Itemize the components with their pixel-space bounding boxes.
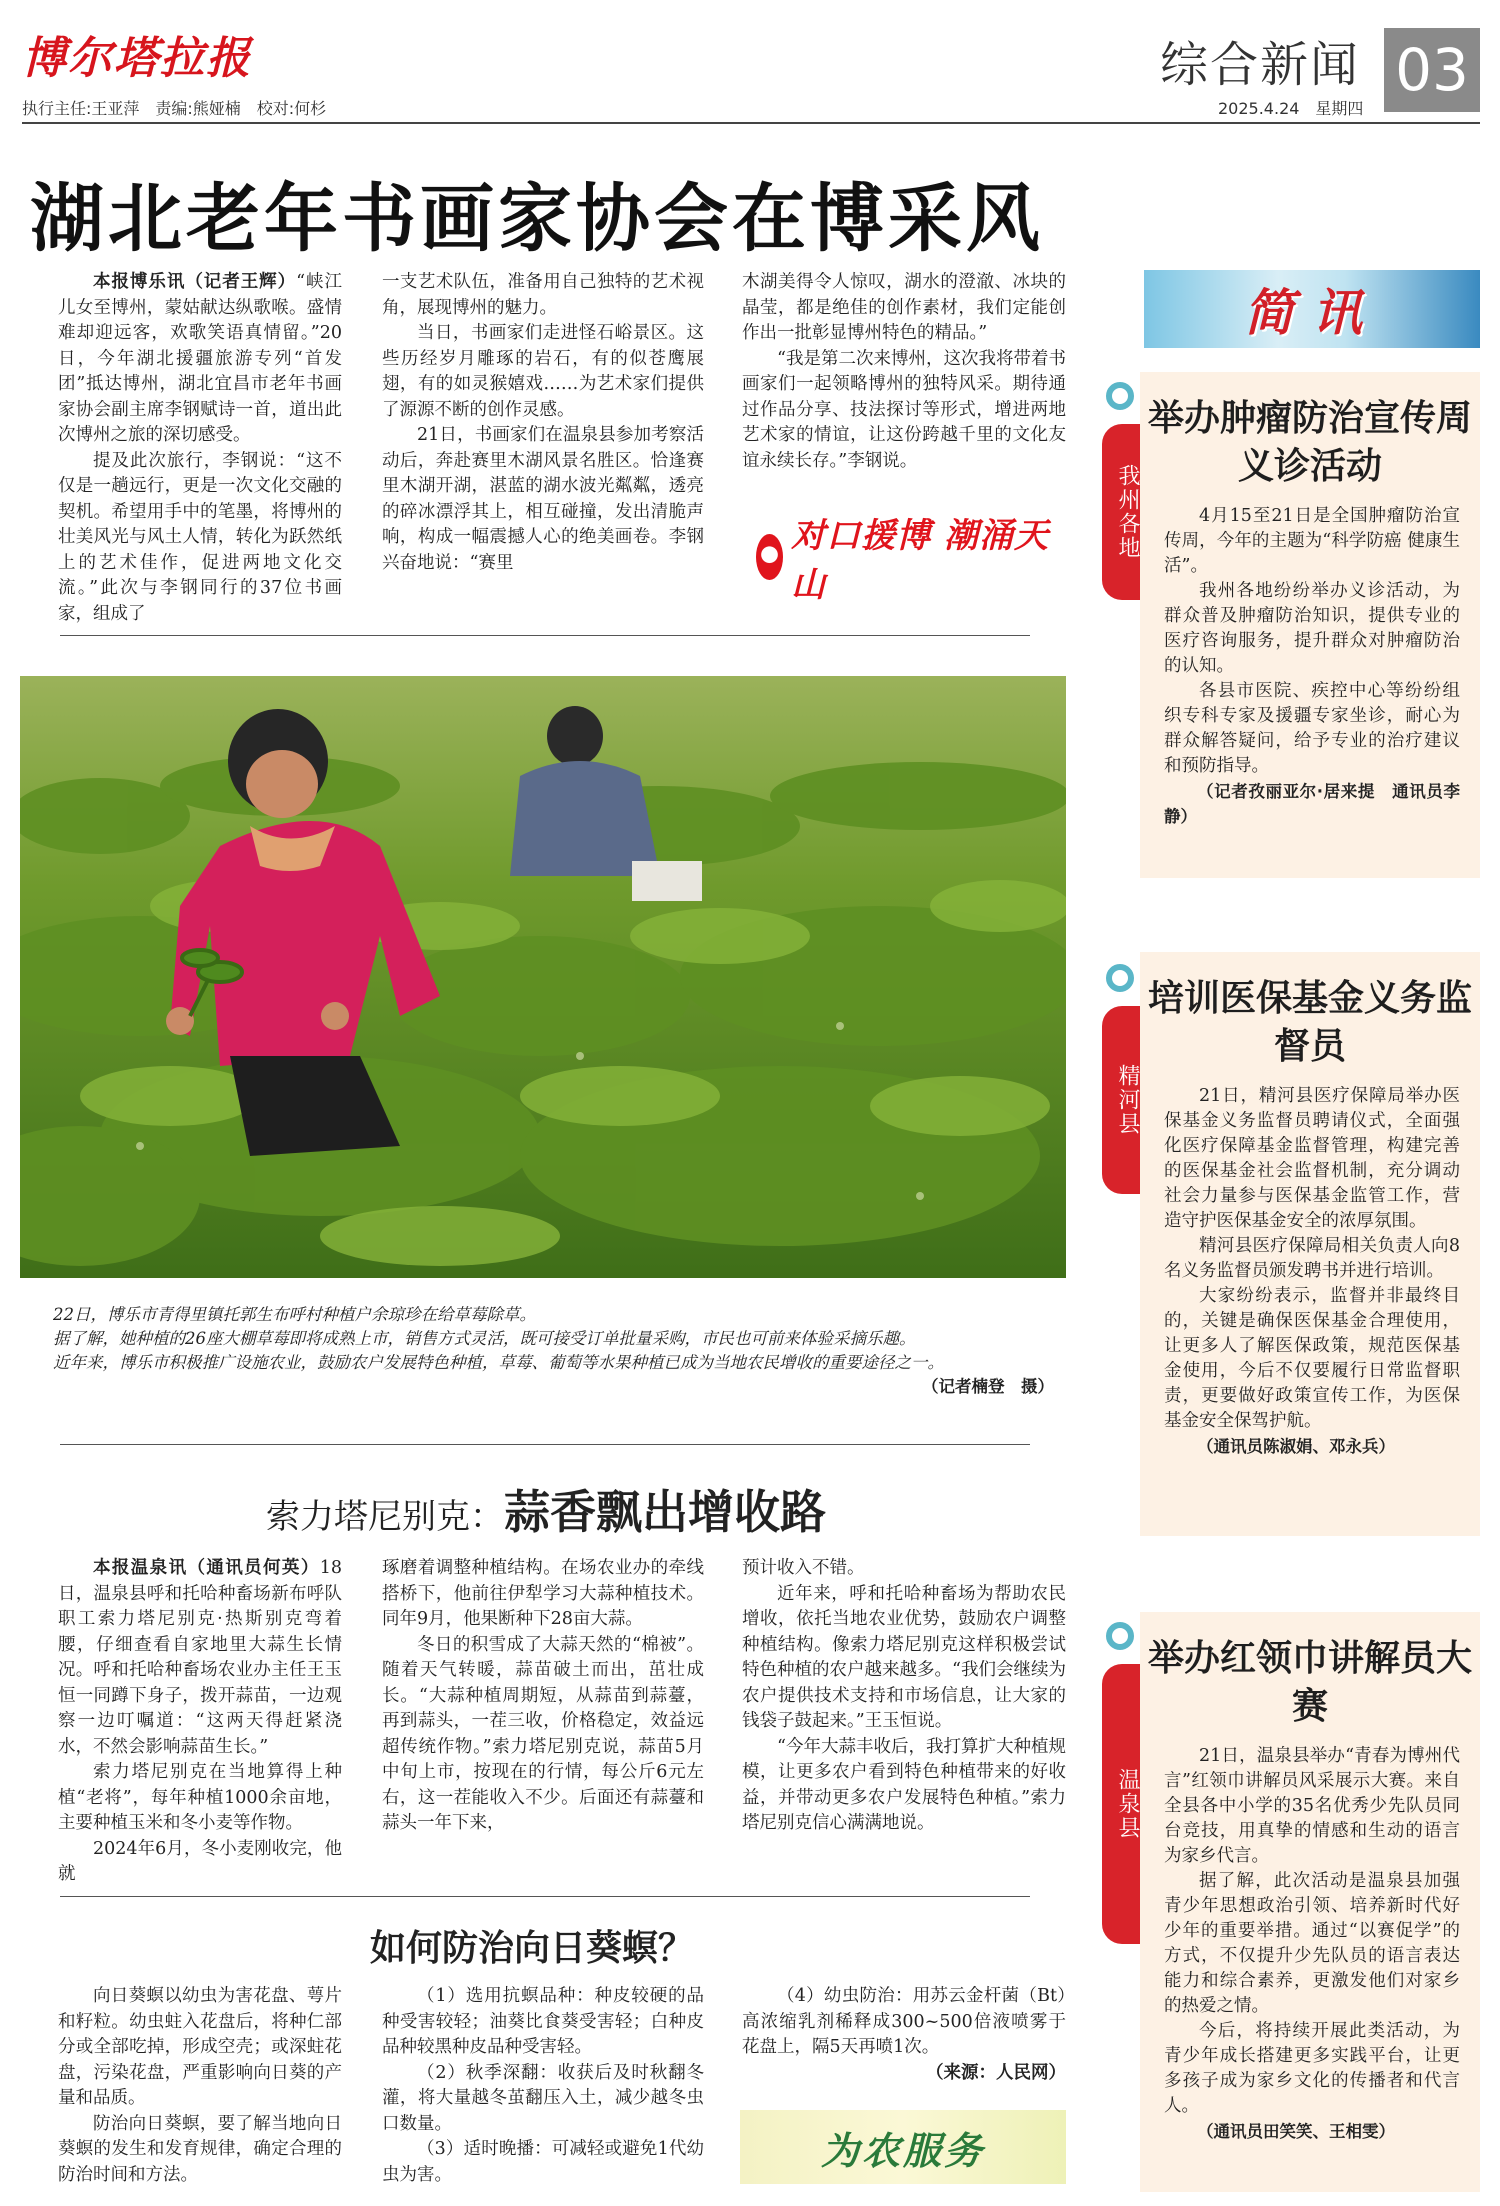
- brief-signature: （通讯员田笑笑、王相雯）: [1197, 2122, 1395, 2141]
- lead-col2-p3: 21日，书画家们在温泉县参加考察活动后，奔赴赛里木湖风景名胜区。恰逢赛里木湖开湖，湛蓝的湖水波光粼粼，透亮的碎冰漂浮其上，相互碰撞，发出清脆声响，构成一幅震撼人心的绝美画卷。李钢兴奋地说：“赛里: [382, 425, 704, 573]
- garlic-byline: 本报温泉讯（通讯员何英）: [93, 1558, 320, 1578]
- sunflower-col2-p3: （3）适时晚播：可减轻或避免1代幼虫为害。: [382, 2139, 704, 2185]
- lead-col3-p1: 木湖美得令人惊叹，湖水的澄澈、冰块的晶莹，都是绝佳的创作素材，我们定能创作出一批彰显博州特色的精品。”: [742, 272, 1066, 343]
- garlic-column-1: [58, 1556, 342, 1888]
- brief-title: 举办肿瘤防治宣传周义诊活动: [1147, 397, 1472, 487]
- farm-service-banner: [740, 2110, 1066, 2184]
- brief-body: [1140, 490, 1480, 841]
- brief-item: [1115, 952, 1480, 1536]
- sunflower-source: （来源：人民网）: [926, 2062, 1066, 2083]
- issue-date: 2025.4.24 星期四: [1218, 99, 1364, 118]
- brief-region-tab: 温泉县: [1102, 1664, 1140, 1944]
- lead-col2-p1: 一支艺术队伍，准备用自己独特的艺术视角，展现博州的魅力。: [382, 272, 704, 318]
- brief-body: [1140, 1730, 1480, 2156]
- brief-paragraph: 据了解，此次活动是温泉县加强青少年思想政治引领、培养新时代好少年的重要举措。通过“以赛促学”的方式，不仅提升少先队员的语言表达能力和综合素养，更激发他们对家乡的热爱之情。: [1164, 1871, 1460, 2016]
- garlic-col2-p1: 琢磨着调整种植结构。在场农业办的牵线搭桥下，他前往伊犁学习大蒜种植技术。同年9月，他果断种下28亩大蒜。: [382, 1558, 704, 1629]
- brief-item: [1115, 372, 1480, 878]
- garlic-col1-text: 18日，温泉县呼和托哈种畜场新布呼队职工索力塔尼别克·热斯别克弯着腰，仔细查看自家地里大蒜生长情况。呼和托哈种畜场农业办主任王玉恒一同蹲下身子，拨开蒜苗，一边观察一边叮嘱道：“这两天得赶紧浇水，不然会影响蒜苗生长。”: [58, 1558, 342, 1757]
- garlic-column-2: [382, 1556, 704, 1837]
- brief-signature: （记者孜丽亚尔·居来提 通讯员李静）: [1164, 782, 1460, 826]
- brief-paragraph: 21日，精河县医疗保障局举办医保基金义务监督员聘请仪式，全面强化医疗保障基金监督管理，构建完善的医保基金社会监督机制，充分调动社会力量参与医保基金监管工作，营造守护医保基金安全的浓厚氛围。: [1164, 1086, 1460, 1231]
- sunflower-headline: 如何防治向日葵螟？: [370, 1928, 695, 1969]
- briefs-banner: [1144, 270, 1480, 348]
- brief-paragraph: 4月15至21日是全国肿瘤防治宣传周，今年的主题为“科学防癌 健康生活”。: [1164, 506, 1460, 576]
- garlic-col3-p3: “今年大蒜丰收后，我打算扩大种植规模，让更多农户看到特色种植带来的好收益，并带动更多农户发展特色种植。”索力塔尼别克信心满满地说。: [742, 1736, 1066, 1833]
- lead-headline: 湖北老年书画家协会在博采风: [30, 176, 1044, 262]
- location-pin-icon: [1106, 382, 1134, 410]
- sunflower-column-3: [742, 1984, 1066, 2086]
- location-pin-icon: [1106, 1622, 1134, 1650]
- brief-region-tab: 精河县: [1102, 1006, 1140, 1194]
- brief-paragraph: 大家纷纷表示，监督并非最终目的，关键是确保医保基金合理使用，让更多人了解医保政策，规范医保基金使用，今后不仅要履行日常监督职责，更要做好政策宣传工作，为医保基金安全保驾护航。: [1164, 1286, 1460, 1431]
- slogan-logo-icon: [756, 534, 783, 580]
- staff-credits: 执行主任:王亚萍 责编:熊娅楠 校对:何杉: [22, 99, 327, 118]
- strawberry-field-photo: [20, 676, 1066, 1278]
- lead-col1-text: “峡江儿女至博州，蒙姑献达纵歌喉。盛情难却迎远客，欢歌笑语真情留。”20日，今年湖北援疆旅游专列“首发团”抵达博州，湖北宜昌市老年书画家协会副主席李钢赋诗一首，道出此次博州之旅的深切感受。: [58, 272, 343, 445]
- brief-paragraph: 我州各地纷纷举办义诊活动，为群众普及肿瘤防治知识，提供专业的医疗咨询服务，提升群众对肿瘤防治的认知。: [1164, 581, 1460, 676]
- lead-column-1: [58, 270, 342, 627]
- section-divider: [60, 1444, 1030, 1445]
- brief-item: [1115, 1612, 1480, 2192]
- sunflower-column-1: [58, 1984, 342, 2188]
- sunflower-col3-p1: （4）幼虫防治：用苏云金杆菌（Bt）高浓缩乳剂稀释成300~500倍液喷雾于花盘上，隔5天再喷1次。: [742, 1986, 1066, 2057]
- sunflower-col2-p2: （2）秋季深翻：收获后及时秋翻冬灌，将大量越冬茧翻压入土，减少越冬虫口数量。: [382, 2062, 704, 2134]
- garlic-col3-p1: 预计收入不错。: [742, 1558, 865, 1578]
- garlic-headline: [266, 1476, 826, 1542]
- section-divider: [60, 1896, 1030, 1897]
- caption-line-2: 据了解，她种植的26座大棚草莓即将成熟上市，销售方式灵活，既可接受订单批量采购，市民也可前来体验采摘乐趣。: [53, 1329, 916, 1348]
- brief-paragraph: 今后，将持续开展此类活动，为青少年成长搭建更多实践平台，让更多孩子成为家乡文化的传播者和代言人。: [1164, 2021, 1460, 2116]
- caption-line-1: 22日，博乐市青得里镇托郭生布呼村种植户余琼珍在给草莓除草。: [53, 1305, 536, 1324]
- section-divider: [60, 635, 1030, 636]
- sunflower-col2-p1: （1）选用抗螟品种：种皮较硬的品种受害较轻；油葵比食葵受害轻；白种皮品种较黑种皮品种受害轻。: [382, 1986, 704, 2057]
- lead-byline: 本报博乐讯（记者王辉）: [93, 272, 297, 292]
- garlic-column-3: [742, 1556, 1066, 1837]
- masthead-divider: [22, 122, 1480, 124]
- campaign-slogan: [756, 516, 1056, 605]
- photo-caption: [20, 1303, 1066, 1399]
- brief-body: [1140, 1070, 1480, 1471]
- newspaper-logo: 博尔塔拉报: [22, 33, 252, 84]
- briefs-banner-text: 简讯: [1244, 284, 1380, 342]
- garlic-col3-p2: 近年来，呼和托哈种畜场为帮助农民增收，依托当地农业优势，鼓励农户调整种植结构。像索力塔尼别克这样积极尝试特色种植的农户越来越多。“我们会继续为农户提供技术支持和市场信息，让大家的钱袋子鼓起来。”王玉恒说。: [742, 1583, 1066, 1731]
- lead-col1-p2: 提及此次旅行，李钢说：“这不仅是一趟远行，更是一次文化交融的契机。希望用手中的笔墨，将博州的壮美风光与风土人情，转化为跃然纸上的艺术佳作，促进两地文化交流。”此次与李钢同行的37位书画家，组成了: [58, 450, 342, 624]
- brief-paragraph: 精河县医疗保障局相关负责人向8名义务监督员颁发聘书并进行培训。: [1164, 1236, 1460, 1281]
- garlic-col1-p3: 2024年6月，冬小麦刚收完，他就: [58, 1838, 342, 1884]
- slogan-text: 对口援博 潮涌天山: [791, 516, 1049, 605]
- brief-paragraph: 各县市医院、疾控中心等纷纷组织专科专家及援疆专家坐诊，耐心为群众解答疑问，给予专业的治疗建议和预防指导。: [1164, 681, 1460, 776]
- sunflower-column-2: [382, 1984, 704, 2188]
- location-pin-icon: [1106, 964, 1134, 992]
- caption-line-3: 近年来，博乐市积极推广设施农业，鼓励农户发展特色种植，草莓、葡萄等水果种植已成为当地农民增收的重要途径之一。: [53, 1353, 944, 1372]
- garlic-col1-p2: 索力塔尼别克在当地算得上种植“老将”，每年种植1000余亩地，主要种植玉米和冬小麦等作物。: [58, 1762, 342, 1833]
- brief-signature: （通讯员陈淑娟、邓永兵）: [1197, 1437, 1395, 1456]
- garlic-title: 蒜香飘出增收路: [504, 1485, 826, 1539]
- farm-service-text: 为农服务: [820, 2128, 985, 2173]
- brief-paragraph: 21日，温泉县举办“青春为博州代言”红领巾讲解员风采展示大赛。来自全县各中小学的35名优秀少先队员同台竞技，用真挚的情感和生动的语言为家乡代言。: [1164, 1746, 1460, 1866]
- lead-column-3: [742, 270, 1066, 474]
- page-number: 03: [1384, 28, 1480, 112]
- sunflower-col1-p1: 向日葵螟以幼虫为害花盘、萼片和籽粒。幼虫蛀入花盘后，将种仁部分或全部吃掉，形成空壳；或深蛀花盘，污染花盘，严重影响向日葵的产量和品质。: [58, 1986, 342, 2108]
- photo-credit: （记者楠登 摄）: [922, 1377, 1054, 1396]
- garlic-kicker: 索力塔尼别克：: [266, 1497, 504, 1537]
- garlic-col2-p2: 冬日的积雪成了大蒜天然的“棉被”。随着天气转暖，蒜苗破土而出，茁壮成长。“大蒜种植周期短，从蒜苗到蒜薹，再到蒜头，一茬三收，价格稳定，效益远超传统作物。”索力塔尼别克说，蒜苗5月中旬上市，按现在的行情，每公斤6元左右，这一茬能收入不少。后面还有蒜薹和蒜头一年下来，: [382, 1634, 704, 1833]
- lead-column-2: [382, 270, 704, 576]
- lead-col2-p2: 当日，书画家们走进怪石峪景区。这些历经岁月雕琢的岩石，有的似苍鹰展翅，有的如灵猴嬉戏……为艺术家们提供了源源不断的创作灵感。: [382, 323, 704, 420]
- section-title: 综合新闻: [1160, 37, 1361, 93]
- sunflower-col1-p2: 防治向日葵螟，要了解当地向日葵螟的发生和发育规律，确定合理的防治时间和方法。: [58, 2113, 342, 2185]
- brief-title: 举办红领巾讲解员大赛: [1147, 1637, 1472, 1727]
- brief-region-tab: 我州各地: [1102, 424, 1140, 600]
- brief-title: 培训医保基金义务监督员: [1147, 977, 1472, 1067]
- lead-col3-p2: “我是第二次来博州，这次我将带着书画家们一起领略博州的独特风采。期待通过作品分享、技法探讨等形式，增进两地艺术家的情谊，让这份跨越千里的文化友谊永续长存。”李钢说。: [742, 348, 1066, 471]
